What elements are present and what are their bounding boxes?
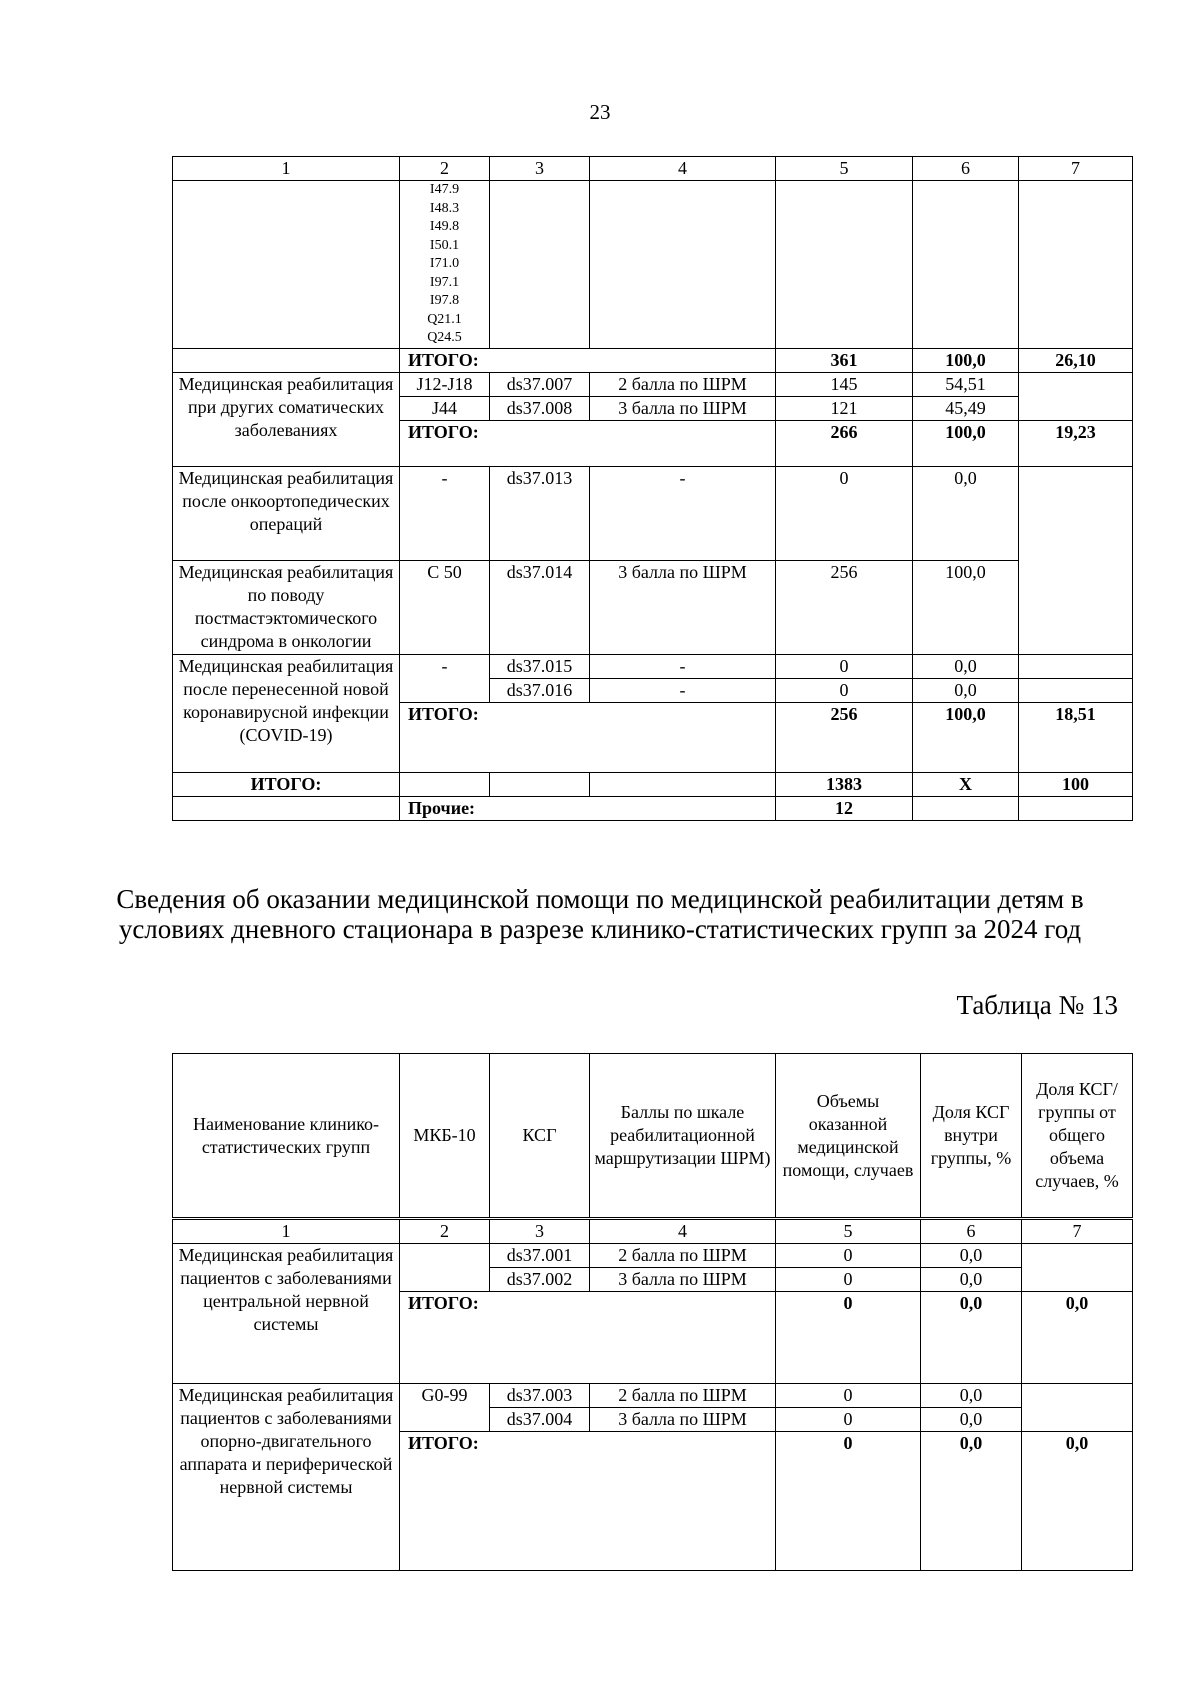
ksg-cell: ds37.002	[490, 1268, 590, 1292]
total-volume: 361	[776, 349, 913, 373]
shrm-cell: 3 балла по ШРМ	[590, 561, 776, 655]
col-number: 2	[400, 1220, 490, 1244]
group-name-cell: Медицинская реабилитация пациентов с заболеваниями опорно-двигательного аппарата и периферической нервной системы	[173, 1384, 400, 1571]
group-name-cell: Медицинская реабилитация после онкоортопедических операций	[173, 467, 400, 561]
grand-total-group-share: 100	[1019, 773, 1133, 797]
table-header	[172, 1053, 1133, 1218]
mkb-code: I50.1	[429, 237, 460, 253]
share-cell: 0,0	[913, 679, 1019, 703]
mkb-code: Q21.1	[427, 311, 462, 327]
share-cell	[913, 181, 1019, 349]
col-number: 1	[173, 1220, 400, 1244]
total-group-share: 19,23	[1019, 421, 1133, 467]
share-cell: 0,0	[921, 1244, 1022, 1268]
share-cell: 0,0	[913, 655, 1019, 679]
column-number-row	[173, 1220, 1133, 1244]
col-number: 3	[490, 1220, 590, 1244]
mkb-code: I48.3	[429, 200, 460, 216]
ksg-cell: ds37.008	[490, 397, 590, 421]
column-number-row	[173, 157, 1133, 181]
table-row	[173, 181, 1133, 349]
shrm-cell: 2 балла по ШРМ	[590, 373, 776, 397]
mkb-code: Q24.5	[427, 330, 462, 345]
header-group-name: Наименование клинико-статистических групп	[173, 1054, 400, 1218]
total-group-share: 0,0	[1022, 1432, 1133, 1571]
table-row	[173, 1384, 1133, 1408]
col-number: 6	[913, 157, 1019, 181]
volume-cell: 0	[776, 467, 913, 561]
group-share-cell	[1022, 1384, 1133, 1432]
other-volume: 12	[776, 797, 913, 821]
ksg-cell: ds37.013	[490, 467, 590, 561]
group-name-cell: Медицинская реабилитация при других соматических заболеваниях	[173, 373, 400, 467]
volume-cell: 145	[776, 373, 913, 397]
ksg-cell: ds37.014	[490, 561, 590, 655]
shrm-cell: 2 балла по ШРМ	[590, 1244, 776, 1268]
col-number: 6	[921, 1220, 1022, 1244]
volume-cell: 0	[776, 1244, 921, 1268]
mkb-code: I49.8	[429, 219, 460, 234]
group-name-cell: Медицинская реабилитация после перенесенной новой коронавирусной инфекции (COVID-19)	[173, 655, 400, 773]
group-name-cell	[173, 349, 400, 373]
mkb-cell: G0-99	[400, 1384, 490, 1432]
total-volume: 0	[776, 1432, 921, 1571]
total-share: 100,0	[913, 349, 1019, 373]
group-share-cell	[1019, 467, 1133, 655]
total-label: ИТОГО:	[400, 349, 776, 373]
shrm-cell: -	[590, 679, 776, 703]
col-number: 1	[173, 157, 400, 181]
share-cell	[913, 797, 1019, 821]
total-share: 0,0	[921, 1292, 1022, 1384]
grand-total-row	[173, 773, 1133, 797]
group-share-cell	[1022, 1244, 1133, 1292]
header-ksg: КСГ	[490, 1054, 590, 1218]
mkb-cell	[400, 1244, 490, 1292]
total-group-share: 0,0	[1022, 1292, 1133, 1384]
grand-total-label: ИТОГО:	[173, 773, 400, 797]
share-cell: 0,0	[921, 1268, 1022, 1292]
shrm-cell	[590, 181, 776, 349]
ksg-cell	[490, 773, 590, 797]
header-mkb: МКБ-10	[400, 1054, 490, 1218]
col-number: 7	[1019, 157, 1133, 181]
shrm-cell: -	[590, 655, 776, 679]
group-share-cell	[1019, 679, 1133, 703]
volume-cell: 0	[776, 1268, 921, 1292]
ksg-cell: ds37.003	[490, 1384, 590, 1408]
volume-cell: 256	[776, 561, 913, 655]
col-number: 5	[776, 1220, 921, 1244]
ksg-cell: ds37.001	[490, 1244, 590, 1268]
table-row	[173, 655, 1133, 679]
total-label: ИТОГО:	[400, 703, 776, 773]
grand-total-share: Х	[913, 773, 1019, 797]
header-row	[173, 1054, 1133, 1218]
volume-cell	[776, 181, 913, 349]
table-label: Таблица № 13	[956, 990, 1118, 1020]
mkb-code: I97.8	[429, 293, 460, 308]
shrm-cell: 3 балла по ШРМ	[590, 1268, 776, 1292]
total-volume: 256	[776, 703, 913, 773]
total-group-share: 18,51	[1019, 703, 1133, 773]
table-continuation	[172, 156, 1133, 821]
volume-cell: 0	[776, 1408, 921, 1432]
other-row	[173, 797, 1133, 821]
grand-total-volume: 1383	[776, 773, 913, 797]
group-share-cell	[1019, 373, 1133, 421]
volume-cell: 0	[776, 1384, 921, 1408]
header-volume: Объемы оказанной медицинской помощи, случаев	[776, 1054, 921, 1218]
header-share: Доля КСГ внутри группы, %	[921, 1054, 1022, 1218]
shrm-cell: 3 балла по ШРМ	[590, 1408, 776, 1432]
group-name-cell	[173, 797, 400, 821]
volume-cell: 121	[776, 397, 913, 421]
section-title: Сведения об оказании медицинской помощи по медицинской реабилитации детям в условиях дневного стационара в разрезе клинико-статистических групп за 2024 год	[116, 884, 1084, 944]
ksg-cell: ds37.015	[490, 655, 590, 679]
total-volume: 0	[776, 1292, 921, 1384]
share-cell: 54,51	[913, 373, 1019, 397]
total-share: 100,0	[913, 703, 1019, 773]
group-share-cell	[1019, 797, 1133, 821]
mkb-code: I47.9	[429, 182, 460, 197]
header-group-share: Доля КСГ/ группы от общего объема случаев, %	[1022, 1054, 1133, 1218]
mkb-cell: J12-J18	[400, 373, 490, 397]
table-row	[173, 1244, 1133, 1268]
group-name-cell: Медицинская реабилитация по поводу постмастэктомического синдрома в онкологии	[173, 561, 400, 655]
ksg-cell: ds37.016	[490, 679, 590, 703]
mkb-cell: -	[400, 655, 490, 703]
col-number: 4	[590, 157, 776, 181]
shrm-cell: 3 балла по ШРМ	[590, 397, 776, 421]
ksg-cell: ds37.004	[490, 1408, 590, 1432]
page-number: 23	[589, 100, 611, 124]
other-label: Прочие:	[400, 797, 776, 821]
group-name-cell	[173, 181, 400, 349]
table-row	[173, 561, 1133, 655]
total-group-share: 26,10	[1019, 349, 1133, 373]
shrm-cell: -	[590, 467, 776, 561]
group-share-cell	[1019, 181, 1133, 349]
total-row	[173, 349, 1133, 373]
col-number: 4	[590, 1220, 776, 1244]
total-volume: 266	[776, 421, 913, 467]
ksg-cell	[490, 181, 590, 349]
mkb-cell: J44	[400, 397, 490, 421]
share-cell: 0,0	[921, 1408, 1022, 1432]
mkb-code: I97.1	[429, 274, 460, 290]
share-cell: 0,0	[913, 467, 1019, 561]
col-number: 3	[490, 157, 590, 181]
total-label: ИТОГО:	[400, 421, 776, 467]
col-number: 2	[400, 157, 490, 181]
total-share: 100,0	[913, 421, 1019, 467]
header-shrm: Баллы по шкале реабилитационной маршрутизации ШРМ)	[590, 1054, 776, 1218]
share-cell: 0,0	[921, 1384, 1022, 1408]
mkb-cell	[400, 773, 490, 797]
table-row	[173, 373, 1133, 397]
group-share-cell	[1019, 655, 1133, 679]
ksg-cell: ds37.007	[490, 373, 590, 397]
col-number: 5	[776, 157, 913, 181]
volume-cell: 0	[776, 655, 913, 679]
mkb-cell: С 50	[400, 561, 490, 655]
table-row	[173, 467, 1133, 561]
share-cell: 100,0	[913, 561, 1019, 655]
share-cell: 45,49	[913, 397, 1019, 421]
total-label: ИТОГО:	[400, 1432, 776, 1571]
mkb-cell: -	[400, 467, 490, 561]
mkb-code: I71.0	[429, 256, 460, 271]
total-label: ИТОГО:	[400, 1292, 776, 1384]
mkb-codes-cell	[400, 181, 490, 349]
total-share: 0,0	[921, 1432, 1022, 1571]
group-name-cell: Медицинская реабилитация пациентов с заболеваниями центральной нервной системы	[173, 1244, 400, 1384]
shrm-cell	[590, 773, 776, 797]
table-body	[172, 1219, 1133, 1571]
shrm-cell: 2 балла по ШРМ	[590, 1384, 776, 1408]
volume-cell: 0	[776, 679, 913, 703]
col-number: 7	[1022, 1220, 1133, 1244]
